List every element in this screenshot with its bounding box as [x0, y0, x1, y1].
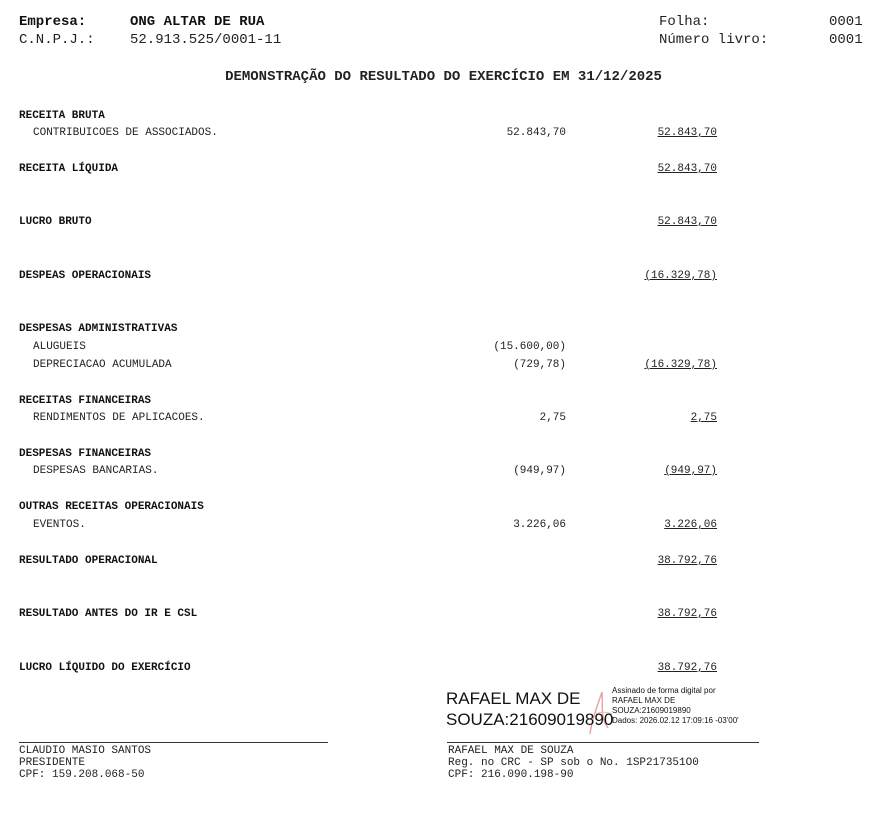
total-value: (16.329,78) — [644, 270, 717, 282]
total-value: 52.843,70 — [657, 216, 717, 228]
total-value: (16.329,78) — [644, 359, 717, 371]
section-row — [0, 500, 887, 514]
row-label: RESULTADO ANTES DO IR E CSL — [19, 608, 198, 620]
company-label: Empresa: — [19, 14, 87, 30]
line-item-row — [0, 340, 887, 354]
row-label: DESPEAS OPERACIONAIS — [19, 270, 152, 282]
president-signature-block: CLAUDIO MASIO SANTOS PRESIDENTE CPF: 159.208.068-50 — [19, 745, 152, 781]
section-row — [0, 554, 887, 568]
row-label: LUCRO LÍQUIDO DO EXERCÍCIO — [19, 662, 191, 674]
line-item-row — [0, 464, 887, 478]
row-label: LUCRO BRUTO — [19, 216, 92, 228]
accountant-signature-block: RAFAEL MAX DE SOUZA Reg. no CRC - SP sob o No. 1SP217351O0 CPF: 216.090.198-90 — [448, 745, 699, 781]
line-item-row — [0, 358, 887, 372]
section-row — [0, 661, 887, 675]
total-value: 38.792,76 — [657, 608, 717, 620]
partial-value: 3.226,06 — [513, 519, 566, 531]
row-label: CONTRIBUICOES DE ASSOCIADOS. — [33, 127, 218, 139]
line-item-row — [0, 518, 887, 532]
total-value: 2,75 — [690, 412, 717, 424]
book-number-label: Número livro: — [659, 32, 769, 48]
partial-value: (729,78) — [513, 359, 566, 371]
row-label: RESULTADO OPERACIONAL — [19, 555, 158, 567]
row-label: OUTRAS RECEITAS OPERACIONAIS — [19, 501, 204, 513]
signature-line-president — [19, 742, 328, 743]
digital-signature-details: Assinado de forma digital por RAFAEL MAX DE SOUZA:21609019890 Dados: 2026.02.12 17:09:16 -03'00' — [612, 686, 739, 725]
book-number: 0001 — [829, 32, 863, 48]
line-item-row — [0, 126, 887, 140]
signature-line-accountant — [447, 742, 759, 743]
total-value: 52.843,70 — [657, 127, 717, 139]
total-value: 38.792,76 — [657, 555, 717, 567]
partial-value: (949,97) — [513, 465, 566, 477]
line-item-row — [0, 411, 887, 425]
total-value: 3.226,06 — [664, 519, 717, 531]
row-label: RECEITA LÍQUIDA — [19, 163, 119, 175]
row-label: ALUGUEIS — [33, 341, 86, 353]
section-row — [0, 269, 887, 283]
row-label: RECEITA BRUTA — [19, 110, 105, 122]
row-label: DESPESAS ADMINISTRATIVAS — [19, 323, 178, 335]
digital-signer-name: RAFAEL MAX DE SOUZA:21609019890 — [446, 689, 614, 729]
row-label: RECEITAS FINANCEIRAS — [19, 395, 152, 407]
section-row — [0, 607, 887, 621]
section-row — [0, 109, 887, 123]
sheet-number: 0001 — [829, 14, 863, 30]
sheet-label: Folha: — [659, 14, 710, 30]
row-label: RENDIMENTOS DE APLICACOES. — [33, 412, 205, 424]
company-name: ONG ALTAR DE RUA — [130, 14, 265, 30]
section-row — [0, 322, 887, 336]
row-label: DEPRECIACAO ACUMULADA — [33, 359, 172, 371]
row-label: DESPESAS BANCARIAS. — [33, 465, 159, 477]
total-value: 52.843,70 — [657, 163, 717, 175]
partial-value: (15.600,00) — [493, 341, 566, 353]
cnpj-label: C.N.P.J.: — [19, 32, 95, 48]
report-title: DEMONSTRAÇÃO DO RESULTADO DO EXERCÍCIO EM 31/12/2025 — [225, 69, 662, 85]
row-label: DESPESAS FINANCEIRAS — [19, 448, 152, 460]
total-value: 38.792,76 — [657, 662, 717, 674]
cnpj-value: 52.913.525/0001-11 — [130, 32, 282, 48]
section-row — [0, 394, 887, 408]
section-row — [0, 162, 887, 176]
partial-value: 2,75 — [539, 412, 566, 424]
section-row — [0, 447, 887, 461]
partial-value: 52.843,70 — [506, 127, 566, 139]
total-value: (949,97) — [664, 465, 717, 477]
row-label: EVENTOS. — [33, 519, 86, 531]
section-row — [0, 215, 887, 229]
